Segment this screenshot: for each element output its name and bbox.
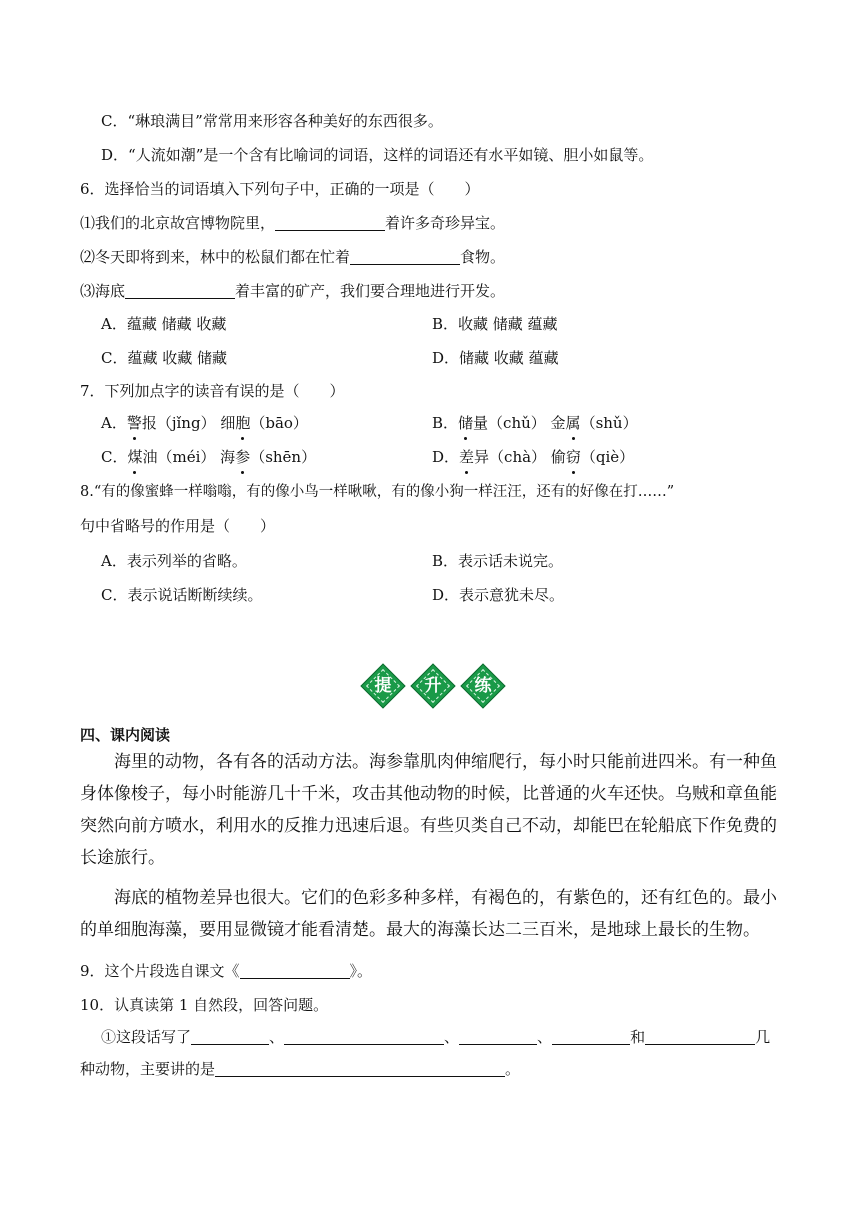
q8-option-a: A．表示列举的省略。 xyxy=(101,552,247,570)
q6-option-d: D．储藏 收藏 蕴藏 xyxy=(432,349,559,367)
passage-paragraph-2: 海底的植物差异也很大。它们的色彩多种多样，有褐色的，有紫色的，还有红色的。最小的单细胞海藻，要用显微镜才能看清楚。最大的海藻长达二三百米，是地球上最长的生物。 xyxy=(80,888,777,940)
q6-stem: 6．选择恰当的词语填入下列句子中，正确的一项是（ ） xyxy=(80,180,480,198)
q10-blank-5[interactable] xyxy=(645,1028,755,1045)
q10-blank-2[interactable] xyxy=(284,1028,444,1045)
q6-blank-1[interactable] xyxy=(275,214,385,231)
q6-option-b: B．收藏 储藏 蕴藏 xyxy=(432,315,558,333)
banner-diamond-1: 提 xyxy=(367,670,399,702)
q8-option-d: D．表示意犹未尽。 xyxy=(432,586,565,604)
q10-blank-6[interactable] xyxy=(215,1060,505,1077)
q5-option-d: D．“人流如潮”是一个含有比喻词的词语，这样的词语还有水平如镜、胆小如鼠等。 xyxy=(101,146,654,164)
q10-line-1: ①这段话写了 、 、 、 和 几 xyxy=(101,1028,771,1046)
q10-line-2: 种动物，主要讲的是 。 xyxy=(80,1060,521,1078)
q8-stem-line-2: 句中省略号的作用是（ ） xyxy=(80,517,276,535)
q7-stem: 7．下列加点字的读音有误的是（ ） xyxy=(80,382,345,400)
q6-sentence-1: ⑴我们的北京故宫博物院里， 着许多奇珍异宝。 xyxy=(80,214,506,232)
q6-sentence-2: ⑵冬天即将到来，林中的松鼠们都在忙着 食物。 xyxy=(80,248,506,266)
q7-option-d: D．差异（chà） 偷窃（qiè） xyxy=(432,448,635,466)
banner-diamond-2: 升 xyxy=(417,670,449,702)
q6-sentence-3: ⑶海底 着丰富的矿产，我们要合理地进行开发。 xyxy=(80,282,506,300)
q5-option-c: C．“琳琅满目”常常用来形容各种美好的东西很多。 xyxy=(101,112,443,130)
q8-option-c: C．表示说话断断续续。 xyxy=(101,586,263,604)
q8-stem-line-1: 8.“有的像蜜蜂一样嗡嗡，有的像小鸟一样啾啾，有的像小狗一样汪汪，还有的好像在打……” xyxy=(80,484,675,500)
q10-blank-4[interactable] xyxy=(552,1028,630,1045)
q8-option-b: B．表示话未说完。 xyxy=(432,552,564,570)
q6-blank-2[interactable] xyxy=(350,248,460,265)
q6-option-a: A．蕴藏 储藏 收藏 xyxy=(101,315,227,333)
banner-diamond-3: 练 xyxy=(467,670,499,702)
q7-option-c: C．煤油（méi） 海参（shēn） xyxy=(101,448,317,466)
q10-stem: 10．认真读第 1 自然段，回答问题。 xyxy=(80,996,329,1014)
q9-question: 9．这个片段选自课文《 》。 xyxy=(80,962,373,980)
q6-blank-3[interactable] xyxy=(125,282,235,299)
q10-blank-1[interactable] xyxy=(191,1028,269,1045)
q6-option-c: C．蕴藏 收藏 储藏 xyxy=(101,349,228,367)
section-title: 四、课内阅读 xyxy=(80,726,171,744)
q9-blank[interactable] xyxy=(240,962,350,979)
q7-option-b: B．储量（chǔ） 金属（shǔ） xyxy=(432,414,638,432)
q7-option-a: A．警报（jǐng） 细胞（bāo） xyxy=(101,414,308,432)
section-banner xyxy=(363,666,503,706)
q10-blank-3[interactable] xyxy=(459,1028,537,1045)
passage-paragraph-1: 海里的动物，各有各的活动方法。海参靠肌肉伸缩爬行，每小时只能前进四米。有一种鱼身体像梭子，每小时能游几十千米，攻击其他动物的时候，比普通的火车还快。乌贼和章鱼能突然向前方喷水，利用水的反推力迅速后退。有些贝类自己不动，却能巴在轮船底下作免费的长途旅行。 xyxy=(80,752,777,868)
